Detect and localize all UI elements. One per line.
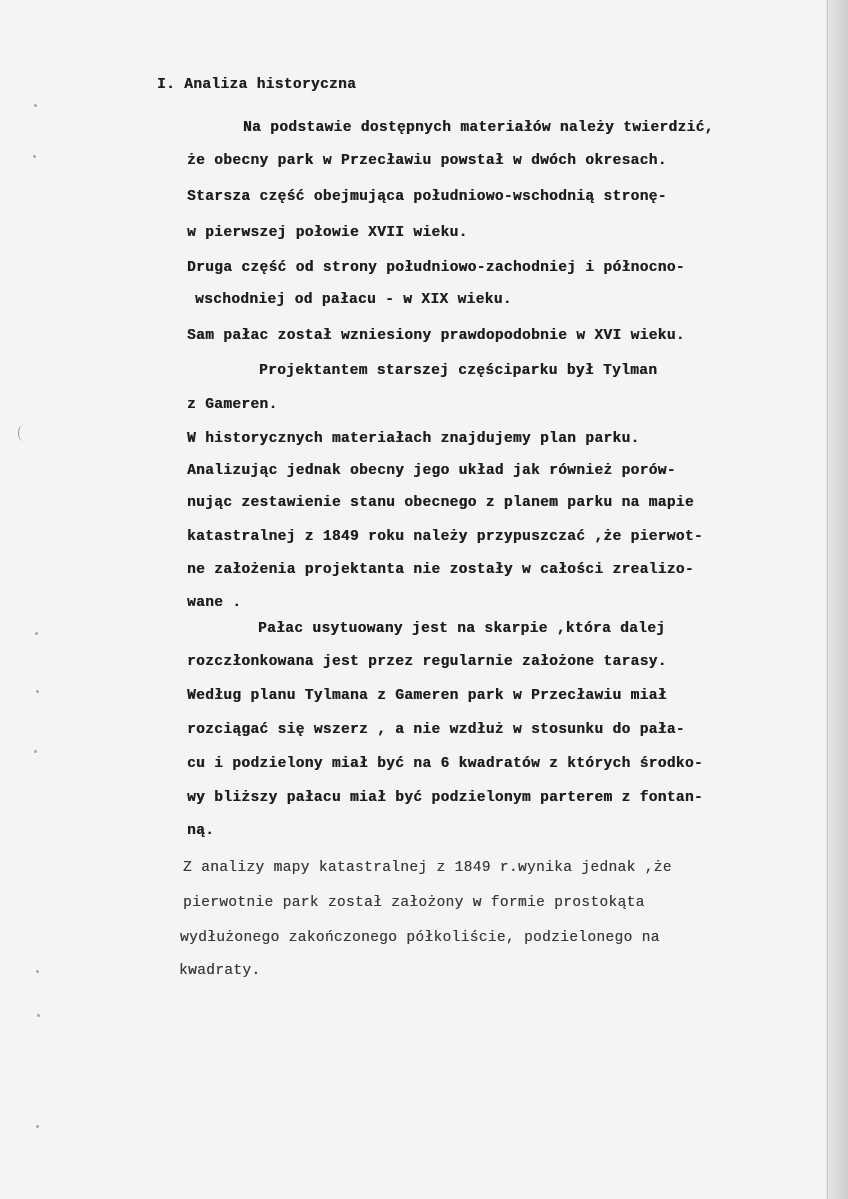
text-line: rozciągać się wszerz , a nie wzdłuż w stosunku do pała- bbox=[187, 722, 685, 738]
text-line: cu i podzielony miał być na 6 kwadratów z których środko- bbox=[187, 756, 703, 772]
text-line: wydłużonego zakończonego półkoliście, podzielonego na bbox=[180, 930, 660, 946]
text-line: Sam pałac został wzniesiony prawdopodobnie w XVI wieku. bbox=[187, 328, 685, 344]
margin-speck bbox=[37, 1014, 40, 1017]
text-line: że obecny park w Przecławiu powstał w dwóch okresach. bbox=[187, 153, 667, 169]
text-line: rozczłonkowana jest przez regularnie założone tarasy. bbox=[187, 654, 667, 670]
text-line: Analizując jednak obecny jego układ jak również porów- bbox=[187, 463, 676, 479]
text-line: Na podstawie dostępnych materiałów należy twierdzić, bbox=[243, 120, 714, 136]
text-line: wschodniej od pałacu - w XIX wieku. bbox=[195, 292, 512, 308]
text-line: katastralnej z 1849 roku należy przypuszczać ,że pierwot- bbox=[187, 529, 703, 545]
page-edge-line bbox=[827, 0, 828, 1199]
text-line: nując zestawienie stanu obecnego z planem parku na mapie bbox=[187, 495, 694, 511]
margin-speck bbox=[36, 690, 39, 693]
margin-speck bbox=[34, 750, 37, 753]
page-edge-shadow bbox=[826, 0, 848, 1199]
margin-speck bbox=[34, 104, 37, 107]
text-line: Druga część od strony południowo-zachodniej i północno- bbox=[187, 260, 685, 276]
text-line: pierwotnie park został założony w formie prostokąta bbox=[183, 895, 645, 911]
text-line: kwadraty. bbox=[179, 963, 261, 979]
text-line: W historycznych materiałach znajdujemy plan parku. bbox=[187, 431, 640, 447]
margin-speck bbox=[35, 632, 38, 635]
text-line: Według planu Tylmana z Gameren park w Przecławiu miał bbox=[187, 688, 667, 704]
text-line: Z analizy mapy katastralnej z 1849 r.wynika jednak ,że bbox=[183, 860, 672, 876]
text-line: Starsza część obejmująca południowo-wschodnią stronę- bbox=[187, 189, 667, 205]
section-heading: I. Analiza historyczna bbox=[157, 77, 357, 93]
margin-speck bbox=[36, 1125, 39, 1128]
text-line: ne założenia projektanta nie zostały w całości zrealizo- bbox=[187, 562, 694, 578]
text-line: ną. bbox=[187, 823, 215, 839]
punch-hole-mark bbox=[18, 425, 29, 441]
text-line: wy bliższy pałacu miał być podzielonym parterem z fontan- bbox=[187, 790, 703, 806]
text-line: w pierwszej połowie XVII wieku. bbox=[187, 225, 468, 241]
margin-speck bbox=[36, 970, 39, 973]
text-line: Pałac usytuowany jest na skarpie ,która dalej bbox=[258, 621, 666, 637]
text-line: z Gameren. bbox=[187, 397, 278, 413]
text-line: Projektantem starszej częściparku był Tylman bbox=[259, 363, 658, 379]
margin-speck bbox=[33, 155, 36, 158]
text-line: wane . bbox=[187, 595, 242, 611]
